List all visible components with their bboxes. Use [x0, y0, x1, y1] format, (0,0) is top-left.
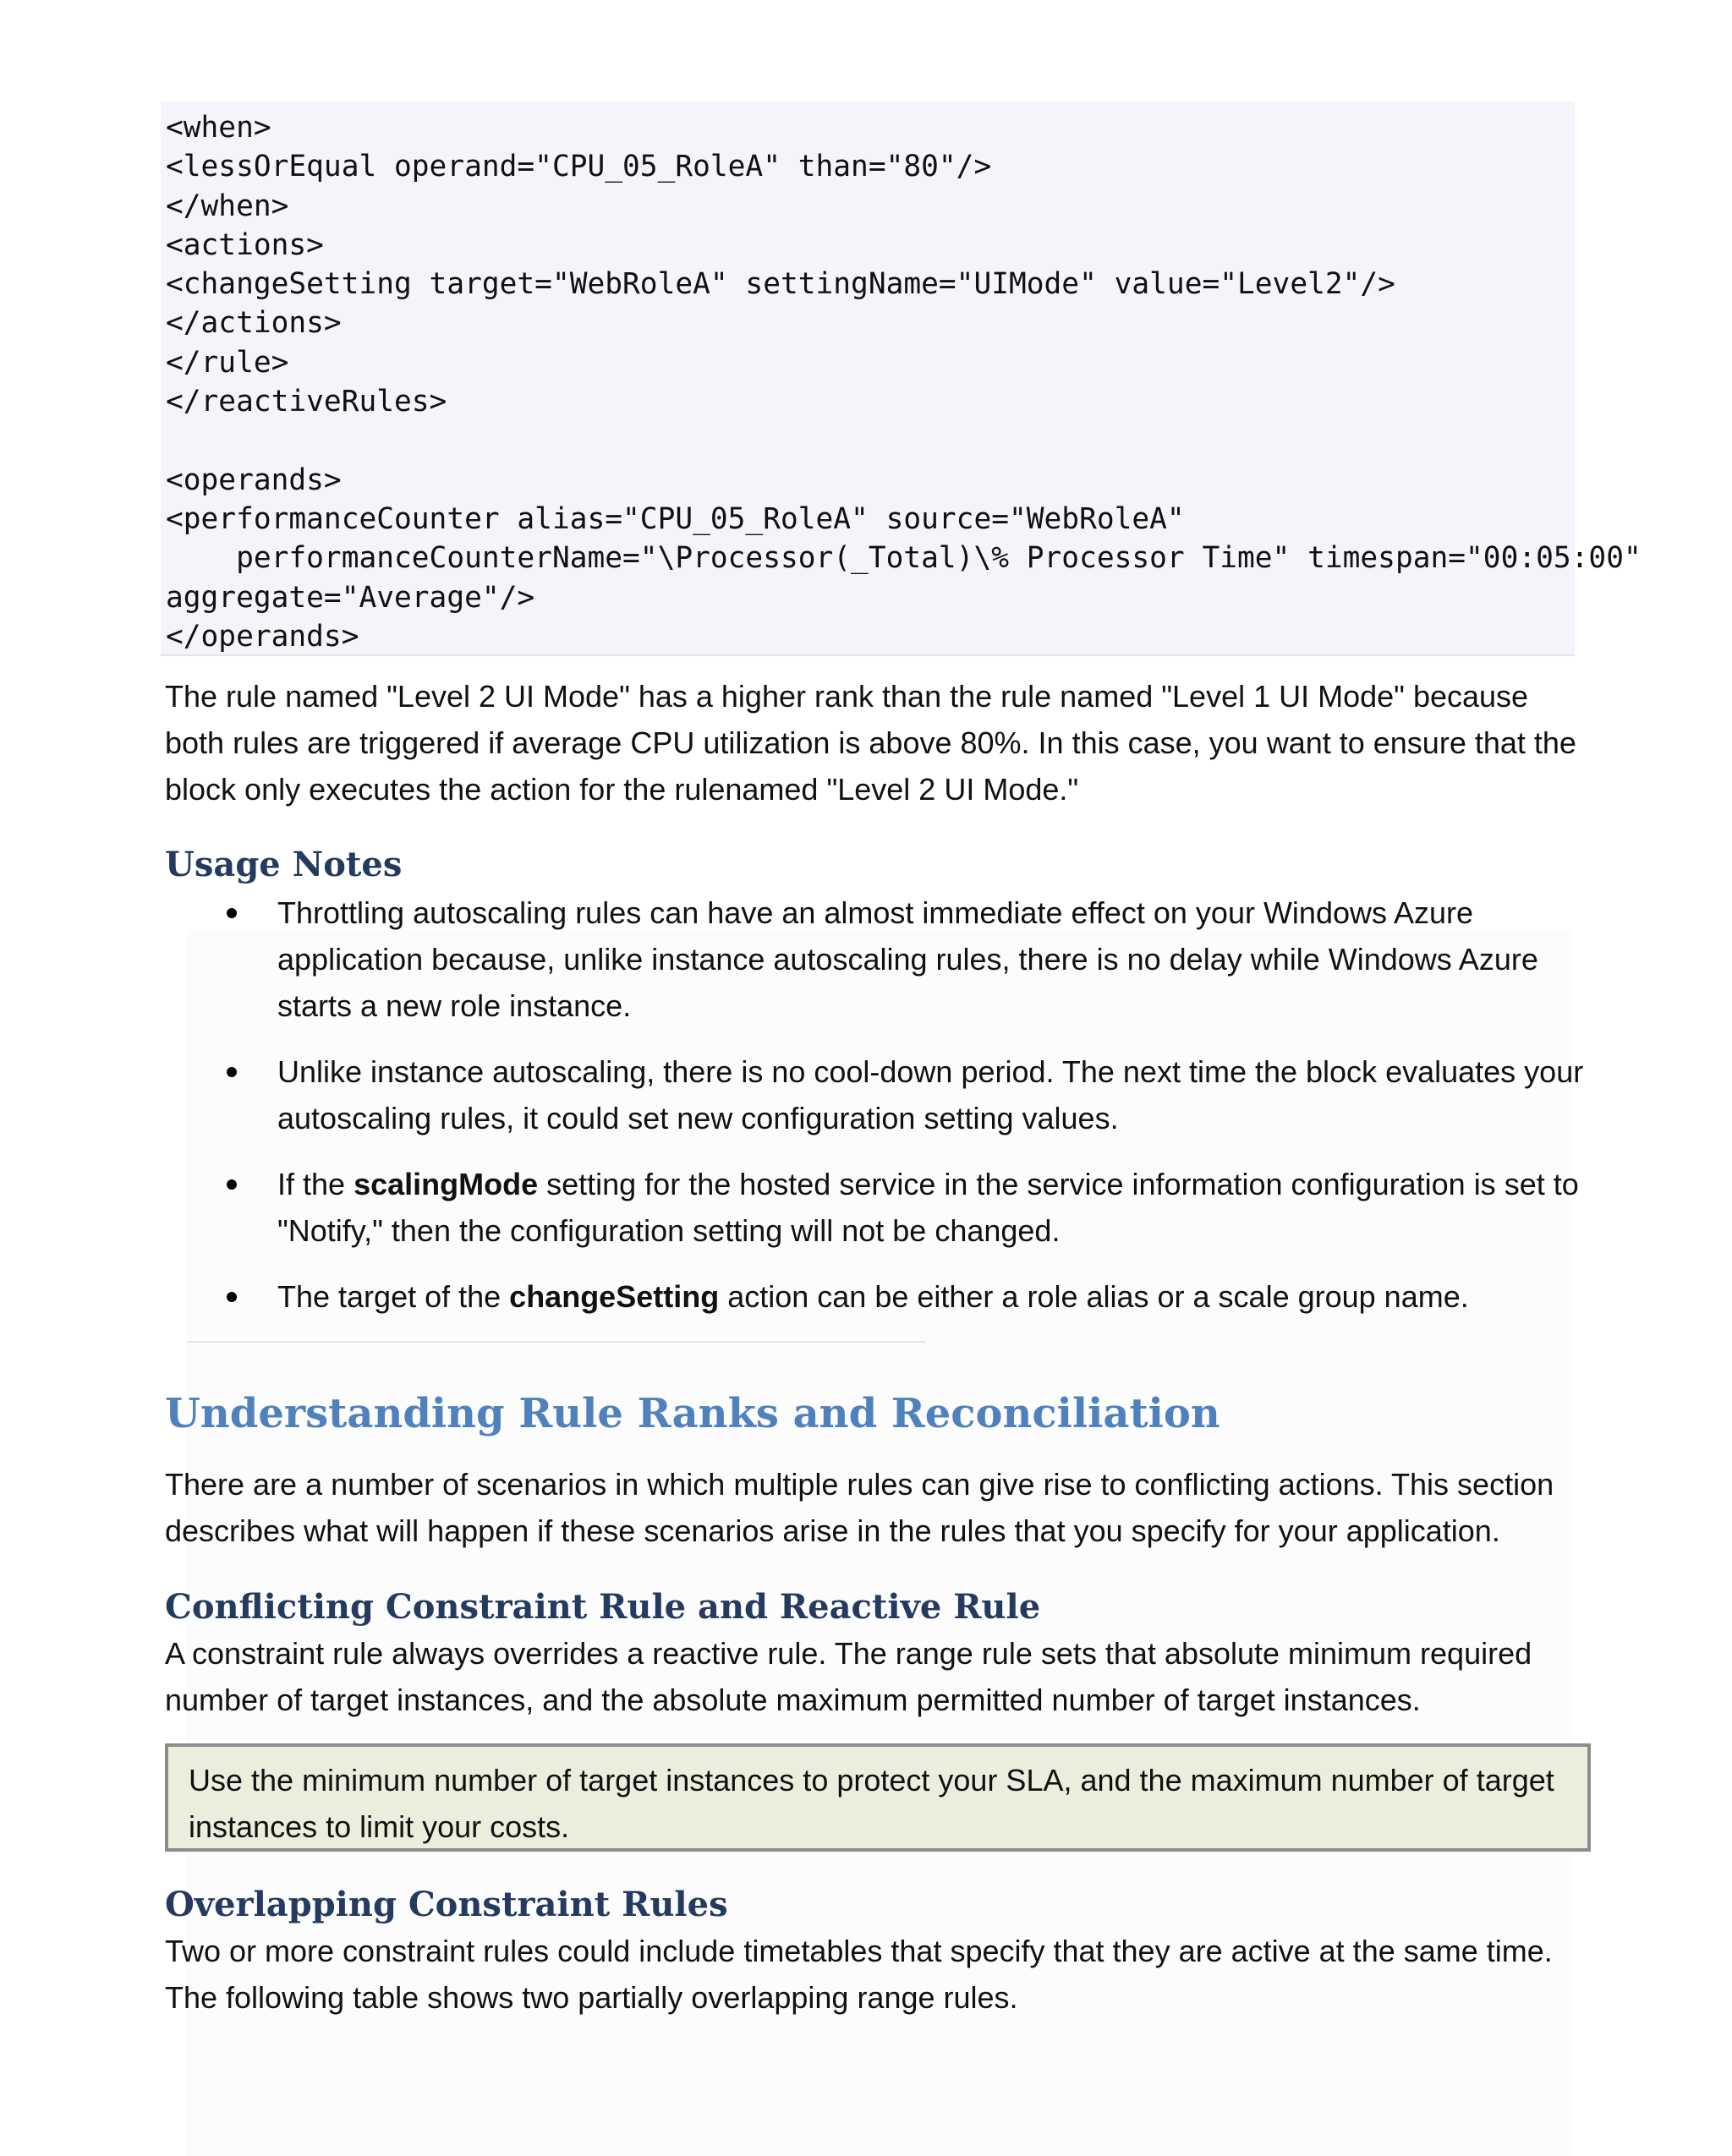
bullet-text-pre: The target of the: [277, 1279, 510, 1314]
conflicting-rules-paragraph: A constraint rule always overrides a reactive rule. The range rule sets that absolute minimum required number of target instances, and the absolute maximum permitted number of target instances.: [165, 1636, 1532, 1717]
section-intro-paragraph: There are a number of scenarios in which multiple rules can give rise to conflicting actions. This section describes what will happen if these scenarios arise in the rules that you specify for your application.: [165, 1467, 1554, 1548]
bullet-text-bold: changeSetting: [509, 1279, 720, 1314]
bullet-text-pre: Throttling autoscaling rules can have an almost immediate effect on your Windows Azure application because, unlike instance autoscaling rules, there is no delay while Windows Azure starts a new role instance.: [277, 895, 1538, 1023]
bullet-text-post: setting for the hosted service in the service information configuration is set to "Notify," then the configuration setting will not be changed.: [277, 1167, 1579, 1248]
bullet-text-pre: If the: [277, 1167, 354, 1201]
conflicting-rules-heading: Conflicting Constraint Rule and Reactive Rule: [165, 1587, 1041, 1627]
list-item: [220, 1048, 1590, 1141]
bullet-icon: [227, 1067, 237, 1077]
bullet-icon: [227, 1179, 237, 1190]
list-item: [220, 1273, 1590, 1320]
bullet-icon: [227, 908, 237, 918]
rank-explanation-paragraph: The rule named "Level 2 UI Mode" has a higher rank than the rule named "Level 1 UI Mode" because both rules are triggered if average CPU utilization is above 80%. In this case, you want to ensure that the block only executes the action for the rulenamed "Level 2 UI Mode.": [165, 679, 1576, 807]
bullet-text-bold: scalingMode: [354, 1167, 539, 1201]
usage-notes-heading: Usage Notes: [165, 845, 403, 884]
xml-code-block: [161, 101, 1642, 656]
section-heading: Understanding Rule Ranks and Reconciliation: [165, 1390, 1220, 1437]
bullet-icon: [227, 1292, 237, 1302]
list-item: [220, 1161, 1590, 1254]
note-text: Use the minimum number of target instances to protect your SLA, and the maximum number of target instances to limit your costs.: [189, 1763, 1554, 1844]
bullet-text-pre: Unlike instance autoscaling, there is no cool-down period. The next time the block evaluates your autoscaling rules, it could set new configuration setting values.: [277, 1054, 1584, 1135]
overlapping-rules-heading: Overlapping Constraint Rules: [165, 1885, 728, 1924]
list-item: [220, 889, 1590, 1029]
overlapping-rules-paragraph: Two or more constraint rules could include timetables that specify that they are active at the same time. The following table shows two partially overlapping range rules.: [165, 1934, 1553, 2015]
section-divider: [186, 1341, 926, 1343]
code-text: <when> <lessOrEqual operand="CPU_05_RoleA" than="80"/> </when> <actions> <changeSetting target="WebRoleA" settingName="UIMode" value="Level2"/> </actions> </rule> </reactiveRules> <operands> <performanceCounter alias="CPU_05_RoleA" source="WebRoleA" performanceCounterName="\Processor(_Total)\% Processor Time" timespan="00:05:00" aggregate="Average"/> </operands>: [166, 111, 1642, 654]
bullet-text-post: action can be either a role alias or a scale group name.: [719, 1279, 1469, 1314]
usage-notes-list: [220, 889, 1590, 1339]
note-box: [165, 1743, 1591, 1852]
